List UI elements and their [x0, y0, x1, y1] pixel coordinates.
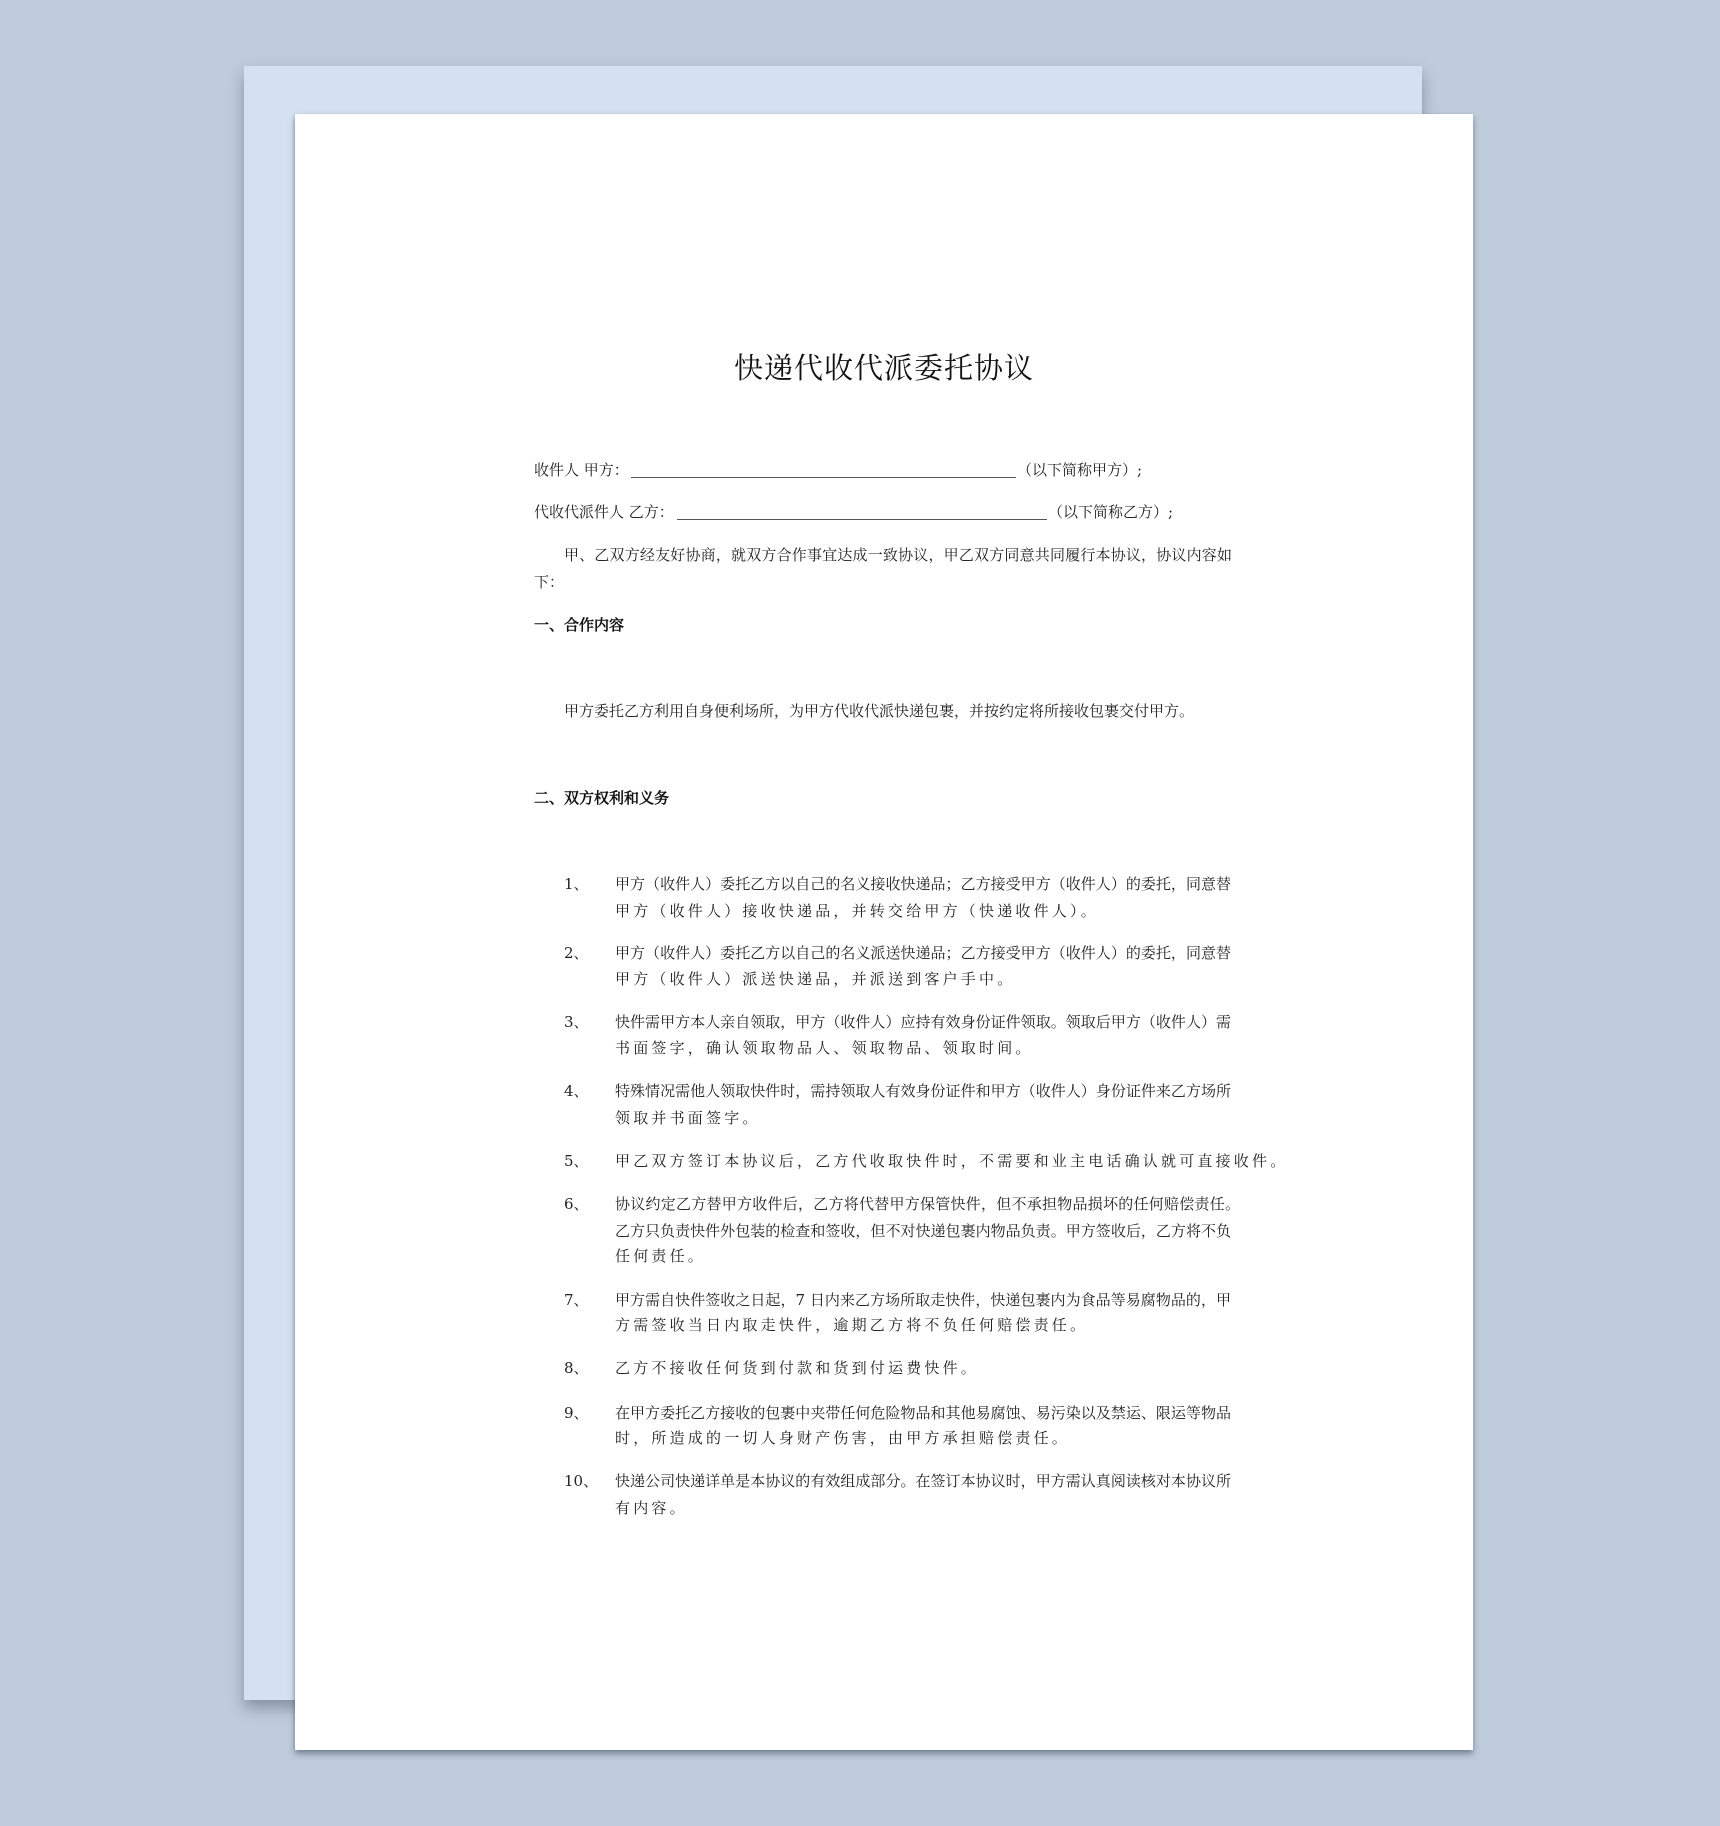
list-item-line: 快件需甲方本人亲自领取，甲方（收件人）应持有效身份证件领取。领取后甲方（收件人）需 — [615, 1013, 1231, 1031]
party-b-label: 代收代派件人 乙方： — [534, 503, 674, 521]
list-item-line: 甲乙双方签订本协议后，乙方代收取快件时，不需要和业主电话确认就可直接收件。 — [615, 1152, 1289, 1170]
intro-paragraph-line-2: 下： — [534, 573, 565, 591]
document-page — [295, 114, 1473, 1750]
list-item-line: 甲方需自快件签收之日起，7 日内来乙方场所取走快件，快递包裹内为食品等易腐物品的，甲 — [615, 1291, 1231, 1309]
intro-paragraph-line-1: 甲、乙双方经友好协商，就双方合作事宜达成一致协议，甲乙双方同意共同履行本协议，协议内容如 — [564, 546, 1232, 564]
party-a-blank[interactable] — [631, 477, 1016, 478]
list-item-line: 甲方（收件人）委托乙方以自己的名义派送快递品；乙方接受甲方（收件人）的委托，同意替 — [615, 944, 1231, 962]
section-1-paragraph: 甲方委托乙方利用自身便利场所，为甲方代收代派快递包裹，并按约定将所接收包裹交付甲方。 — [564, 702, 1195, 720]
list-item-line: 在甲方委托乙方接收的包裹中夹带任何危险物品和其他易腐蚀、易污染以及禁运、限运等物品 — [615, 1404, 1231, 1422]
list-item-line: 甲方（收件人）派送快递品，并派送到客户手中。 — [615, 970, 1016, 988]
list-item-line: 时，所造成的一切人身财产伤害，由甲方承担赔偿责任。 — [615, 1429, 1071, 1447]
list-item-line: 任何责任。 — [615, 1247, 707, 1265]
party-a-suffix: （以下简称甲方）; — [1017, 461, 1143, 479]
list-item-line: 快递公司快递详单是本协议的有效组成部分。在签订本协议时，甲方需认真阅读核对本协议所 — [615, 1472, 1231, 1490]
list-item-number: 3、 — [564, 1013, 589, 1031]
list-item-line: 乙方不接收任何货到付款和货到付运费快件。 — [615, 1359, 980, 1377]
list-item-line: 甲方（收件人）接收快递品，并转交给甲方（快递收件人）。 — [615, 902, 1099, 920]
list-item-number: 6、 — [564, 1195, 589, 1213]
list-item-number: 2、 — [564, 944, 589, 962]
list-item-line: 乙方只负责快件外包装的检查和签收，但不对快递包裹内物品负责。甲方签收后，乙方将不负 — [615, 1222, 1231, 1240]
list-item-number: 10、 — [564, 1472, 599, 1490]
party-b-blank[interactable] — [677, 519, 1047, 520]
document-title: 快递代收代派委托协议 — [733, 351, 1034, 385]
party-b-suffix: （以下简称乙方）; — [1048, 503, 1174, 521]
list-item-number: 9、 — [564, 1404, 589, 1422]
list-item-line: 领取并书面签字。 — [615, 1109, 761, 1127]
list-item-line: 方需签收当日内取走快件，逾期乙方将不负任何赔偿责任。 — [615, 1316, 1089, 1334]
list-item-number: 7、 — [564, 1291, 589, 1309]
list-item-line: 特殊情况需他人领取快件时，需持领取人有效身份证件和甲方（收件人）身份证件来乙方场所 — [615, 1082, 1231, 1100]
list-item-line: 协议约定乙方替甲方收件后，乙方将代替甲方保管快件，但不承担物品损坏的任何赔偿责任。 — [615, 1195, 1240, 1213]
party-a-label: 收件人 甲方： — [534, 461, 629, 479]
section-1-heading: 一、合作内容 — [534, 616, 625, 634]
list-item-number: 5、 — [564, 1152, 589, 1170]
list-item-number: 8、 — [564, 1359, 589, 1377]
list-item-line: 书面签字，确认领取物品人、领取物品、领取时间。 — [615, 1039, 1034, 1057]
list-item-number: 4、 — [564, 1082, 589, 1100]
list-item-line: 甲方（收件人）委托乙方以自己的名义接收快递品；乙方接受甲方（收件人）的委托，同意替 — [615, 875, 1231, 893]
list-item-line: 有内容。 — [615, 1499, 688, 1517]
list-item-number: 1、 — [564, 875, 589, 893]
section-2-heading: 二、双方权利和义务 — [534, 789, 670, 807]
